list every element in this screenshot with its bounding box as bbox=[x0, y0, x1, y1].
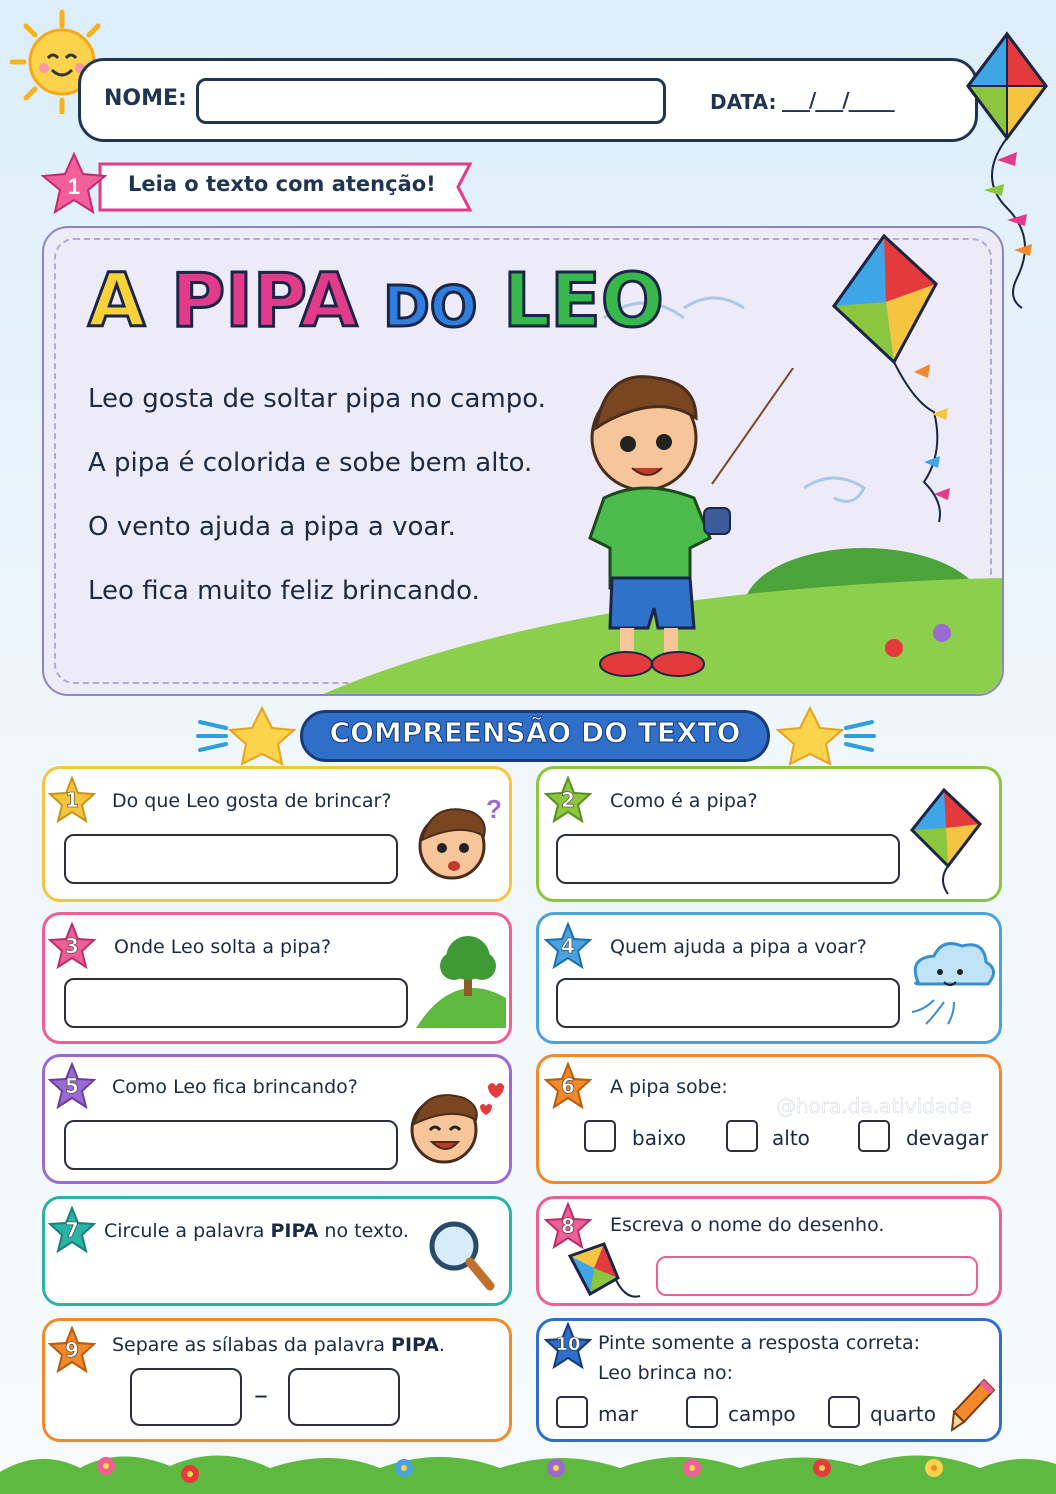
answer-field-5[interactable] bbox=[64, 1120, 398, 1170]
question-text bbox=[104, 1220, 409, 1242]
syllable-box-1[interactable] bbox=[130, 1368, 242, 1426]
question-text: Escreva o nome do desenho. bbox=[610, 1214, 885, 1236]
question-keyword: PIPA bbox=[391, 1334, 439, 1356]
option-label: baixo bbox=[632, 1126, 686, 1150]
watermark: @hora.da.atividade bbox=[776, 1094, 973, 1118]
date-field[interactable]: ___/___/_____ bbox=[782, 88, 894, 112]
name-label: NOME: bbox=[104, 86, 187, 111]
star-icon bbox=[230, 708, 294, 764]
question-text-part: . bbox=[438, 1334, 445, 1356]
option-label: devagar bbox=[906, 1126, 989, 1150]
answer-field-4[interactable] bbox=[556, 978, 900, 1028]
story-line: Leo gosta de soltar pipa no campo. bbox=[88, 384, 546, 414]
question-number: 4 bbox=[561, 934, 575, 958]
story-title-word: DO bbox=[383, 275, 478, 340]
question-text-part: Circule a palavra bbox=[104, 1220, 271, 1242]
cloud-icon bbox=[904, 938, 996, 1028]
answer-field-1[interactable] bbox=[64, 834, 398, 884]
name-field[interactable] bbox=[196, 78, 666, 124]
story-title bbox=[88, 258, 664, 344]
story-line: A pipa é colorida e sobe bem alto. bbox=[88, 448, 533, 478]
option-label: mar bbox=[598, 1402, 638, 1426]
question-card-6 bbox=[536, 1054, 1002, 1184]
question-number: 5 bbox=[65, 1074, 79, 1098]
section1-instruction: Leia o texto com atenção! bbox=[128, 172, 436, 196]
question-text: A pipa sobe: bbox=[610, 1076, 728, 1098]
question-text: Como é a pipa? bbox=[610, 790, 758, 812]
question-text bbox=[112, 1334, 445, 1356]
checkbox-option[interactable] bbox=[686, 1396, 718, 1428]
syllable-separator: – bbox=[254, 1378, 268, 1411]
question-number: 2 bbox=[561, 788, 575, 812]
option-label: alto bbox=[772, 1126, 810, 1150]
question-number: 8 bbox=[561, 1214, 575, 1238]
question-keyword: PIPA bbox=[270, 1220, 319, 1242]
question-number: 3 bbox=[65, 934, 79, 958]
question-text: Pinte somente a resposta correta: bbox=[598, 1332, 920, 1354]
answer-field-2[interactable] bbox=[556, 834, 900, 884]
question-text: Onde Leo solta a pipa? bbox=[114, 936, 332, 958]
question-number: 6 bbox=[561, 1074, 575, 1098]
thinking-boy-icon bbox=[412, 790, 508, 894]
story-line: O vento ajuda a pipa a voar. bbox=[88, 512, 456, 542]
answer-field-3[interactable] bbox=[64, 978, 408, 1028]
story-box bbox=[42, 226, 1004, 696]
answer-field-8[interactable] bbox=[656, 1256, 978, 1296]
kite-icon bbox=[566, 1242, 646, 1308]
magnifier-icon bbox=[426, 1218, 498, 1294]
syllable-box-2[interactable] bbox=[288, 1368, 400, 1426]
story-line: Leo fica muito feliz brincando. bbox=[88, 576, 480, 606]
kite-icon bbox=[824, 232, 974, 532]
happy-boy-icon bbox=[400, 1078, 506, 1170]
question-number: 10 bbox=[555, 1334, 581, 1355]
svg-text:?: ? bbox=[486, 794, 502, 824]
date-label: DATA: bbox=[710, 90, 777, 114]
story-title-word: PIPA bbox=[171, 258, 358, 344]
question-text: Do que Leo gosta de brincar? bbox=[112, 790, 392, 812]
tree-icon bbox=[414, 928, 508, 1032]
grass-border bbox=[0, 1438, 1056, 1494]
checkbox-option[interactable] bbox=[584, 1120, 616, 1152]
option-label: campo bbox=[728, 1402, 796, 1426]
boy-icon bbox=[554, 368, 804, 688]
question-number: 1 bbox=[65, 788, 79, 812]
story-title-word: LEO bbox=[503, 258, 664, 344]
comprehension-title: COMPREENSÃO DO TEXTO bbox=[329, 716, 741, 749]
checkbox-option[interactable] bbox=[726, 1120, 758, 1152]
question-number: 9 bbox=[65, 1338, 79, 1362]
checkbox-option[interactable] bbox=[556, 1396, 588, 1428]
star-icon bbox=[778, 708, 842, 764]
question-text-part: no texto. bbox=[318, 1220, 409, 1242]
option-label: quarto bbox=[870, 1402, 936, 1426]
kite-icon bbox=[908, 786, 986, 898]
checkbox-option[interactable] bbox=[828, 1396, 860, 1428]
question-subtext: Leo brinca no: bbox=[598, 1362, 733, 1384]
question-text-part: Separe as sílabas da palavra bbox=[112, 1334, 392, 1356]
question-text: Como Leo fica brincando? bbox=[112, 1076, 358, 1098]
story-title-word: A bbox=[88, 258, 146, 344]
pencil-icon bbox=[950, 1378, 996, 1434]
section1-number: 1 bbox=[67, 174, 81, 199]
checkbox-option[interactable] bbox=[858, 1120, 890, 1152]
question-text: Quem ajuda a pipa a voar? bbox=[610, 936, 867, 958]
question-number: 7 bbox=[65, 1218, 79, 1242]
